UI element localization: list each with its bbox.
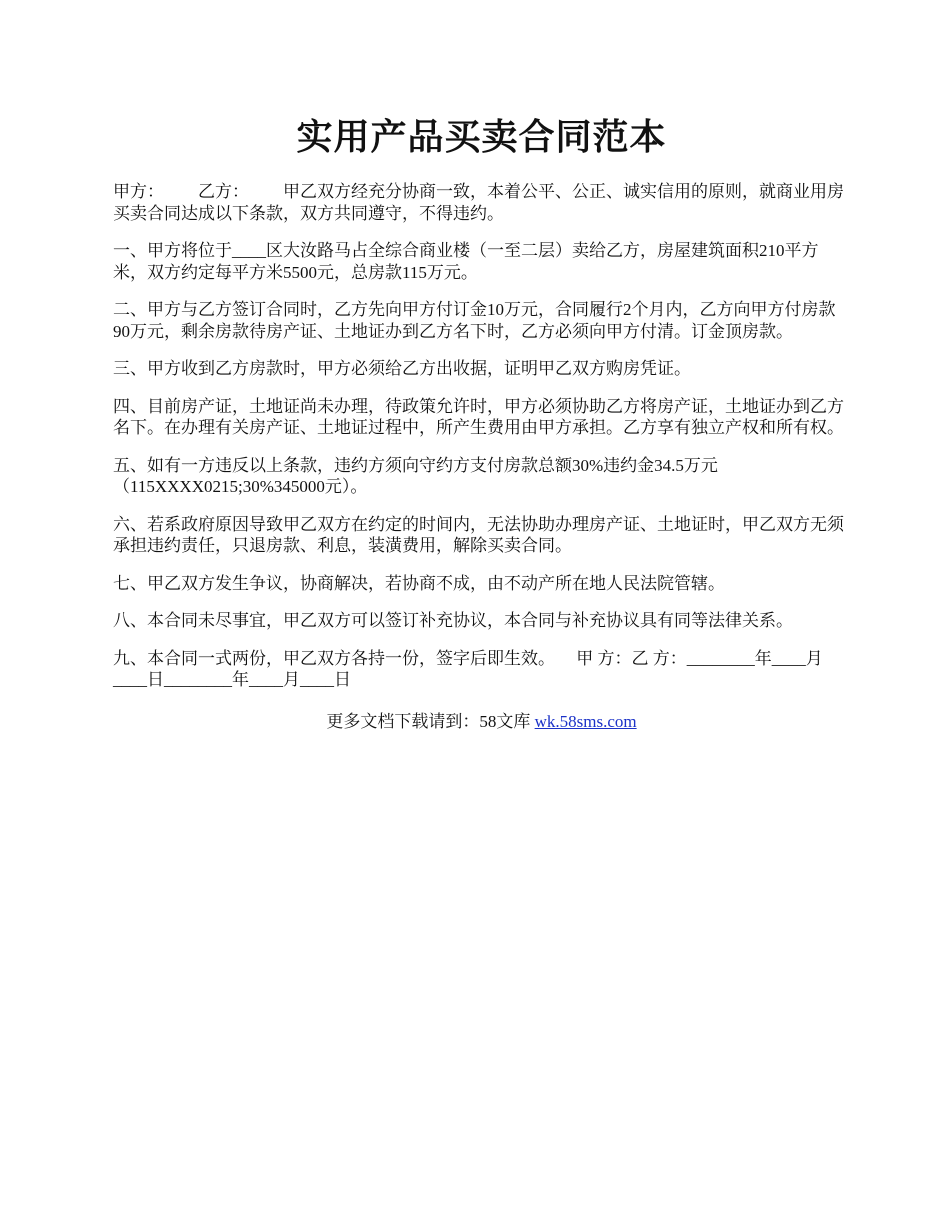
paragraph-clause-3: 三、甲方收到乙方房款时，甲方必须给乙方出收据，证明甲乙双方购房凭证。 [113,359,691,378]
footer-text: 更多文档下载请到：58文库 [326,711,531,731]
paragraph-intro: 甲方： 乙方： 甲乙双方经充分协商一致，本着公平、公正、诚实信用的原则，就商业用房买卖合同达成以下条款，双方共同遵守，不得违约。 [113,182,844,223]
paragraph-clause-6: 六、若系政府原因导致甲乙双方在约定的时间内，无法协助办理房产证、土地证时，甲乙双方无须承担违约责任，只退房款、利息，装潢费用，解除买卖合同。 [113,514,844,555]
paragraph-clause-2: 二、甲方与乙方签订合同时，乙方先向甲方付订金10万元，合同履行2个月内，乙方向甲方付房款90万元，剩余房款待房产证、土地证办到乙方名下时，乙方必须向甲方付清。订金顶房款。 [113,300,836,341]
download-link[interactable]: wk.58sms.com [534,711,637,731]
paragraph-clause-4: 四、目前房产证，土地证尚未办理，待政策允许时，甲方必须协助乙方将房产证，土地证办到乙方名下。在办理有关房产证、土地证过程中，所产生费用由甲方承担。乙方享有独立产权和所有权。 [113,396,844,437]
paragraph-clause-5: 五、如有一方违反以上条款，违约方须向守约方支付房款总额30%违约金34.5万元（115XXXX0215;30%345000元）。 [113,455,718,496]
document-title: 实用产品买卖合同范本 [296,116,667,158]
download-footer [113,711,850,733]
paragraph-clause-9: 九、本合同一式两份，甲乙双方各持一份，签字后即生效。 甲 方：乙 方：________年____月____日________年____月____日 [113,648,823,689]
document-body [113,181,850,691]
paragraph-clause-7: 七、甲乙双方发生争议，协商解决，若协商不成，由不动产所在地人民法院管辖。 [113,573,725,593]
paragraph-clause-8: 八、本合同未尽事宜，甲乙双方可以签订补充协议，本合同与补充协议具有同等法律关系。 [113,611,793,630]
paragraph-clause-1: 一、甲方将位于____区大汝路马占全综合商业楼（一至二层）卖给乙方，房屋建筑面积210平方米，双方约定每平方米5500元，总房款115万元。 [113,241,819,282]
